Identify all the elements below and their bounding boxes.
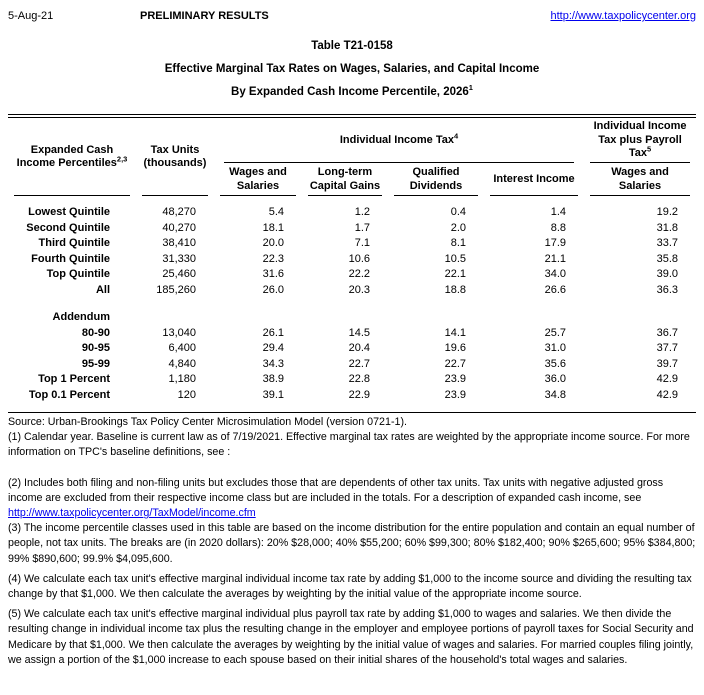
footnote-2 <box>8 476 696 522</box>
cell-ltcg: 10.6 <box>348 252 370 265</box>
header-line: Qualified <box>412 166 460 178</box>
cell-tax-units: 120 <box>177 388 196 401</box>
cell-wages: 26.0 <box>262 283 284 296</box>
footnote-1: (1) Calendar year. Baseline is current law as of 7/19/2021. Effective marginal tax rates are weighted by the appropriate income source. For more information on TPC's baseline definitions, see : <box>8 431 690 459</box>
cell-tax-units: 1,180 <box>168 373 196 385</box>
header-line: (thousands) <box>143 157 207 169</box>
cell-wages: 34.3 <box>262 357 284 370</box>
footnote-5: (5) We calculate each tax unit's effective marginal individual plus payroll tax rate by adding $1,000 to wages and salaries. We then divide the resulting change in individual income tax plus the resulting change in the employer and employee portions of payroll taxes for Social Security and Medicare by that $1,000. We then calculate the averages by weighting by the initial value of wages and salaries. For married couples filing jointly, we assign a portion of the $1,000 increase to each spouse based on their initial shares of the household's total wages and salaries. <box>8 608 694 666</box>
footnote-gap <box>8 461 696 476</box>
cell-ltcg: 7.1 <box>354 237 370 249</box>
group-header-text: Individual Income Tax <box>339 133 454 146</box>
header-underline <box>220 195 296 196</box>
table-row <box>8 388 696 404</box>
title-block <box>8 40 696 98</box>
cell-qdiv: 10.5 <box>444 252 466 265</box>
row-label: Top 1 Percent <box>38 373 110 385</box>
table-row <box>8 205 696 221</box>
cell-qdiv: 14.1 <box>444 326 466 339</box>
col-header-long-term-capital-gains <box>302 163 388 196</box>
addendum-label: Addendum <box>52 311 110 323</box>
header-line: Capital Gains <box>309 179 381 192</box>
table-row <box>8 236 696 252</box>
header-underline <box>490 195 578 196</box>
table-row <box>8 357 696 373</box>
cell-wages: 31.6 <box>262 268 284 280</box>
header-line: Salaries <box>236 179 280 192</box>
cell-ltcg: 22.9 <box>348 388 370 401</box>
header-line <box>584 144 696 161</box>
col-header-payroll-wages-salaries <box>584 163 696 196</box>
header-underline <box>14 195 130 196</box>
cell-iit-payroll: 39.7 <box>656 357 679 370</box>
table-row <box>8 221 696 237</box>
table-subtitle <box>8 83 696 98</box>
row-label: Fourth Quintile <box>31 252 110 265</box>
cell-ltcg: 14.5 <box>348 326 370 339</box>
cell-iit-payroll: 35.8 <box>656 252 679 265</box>
cell-iit-payroll: 19.2 <box>656 206 679 218</box>
header-underline <box>142 195 208 196</box>
cell-tax-units: 13,040 <box>162 326 196 339</box>
cell-tax-units: 6,400 <box>168 342 196 354</box>
page-top-bar <box>8 10 696 23</box>
cell-qdiv: 0.4 <box>450 206 466 218</box>
cell-interest: 34.8 <box>544 388 567 401</box>
row-label: All <box>95 283 110 296</box>
header-underline <box>590 195 690 196</box>
cell-tax-units: 4,840 <box>168 357 196 370</box>
header-line: Tax plus Payroll <box>598 133 682 146</box>
cell-interest: 36.0 <box>544 373 567 385</box>
table-row <box>8 283 696 299</box>
header-line: Interest Income <box>493 172 575 185</box>
cell-qdiv: 23.9 <box>444 373 466 385</box>
header-line-text: Income Percentiles <box>16 157 117 169</box>
table-row <box>8 326 696 342</box>
cell-tax-units: 25,460 <box>162 268 196 280</box>
table-subtitle-sup: 1 <box>468 83 473 93</box>
table-row <box>8 267 696 283</box>
cell-wages: 26.1 <box>262 326 284 339</box>
row-label: 95-99 <box>81 357 110 370</box>
spacer-row <box>8 298 696 310</box>
cell-tax-units: 185,260 <box>156 283 196 296</box>
cell-interest: 1.4 <box>550 206 567 218</box>
cell-wages: 20.0 <box>262 237 284 249</box>
header-line: Wages and <box>611 166 669 178</box>
date-label: 5-Aug-21 <box>8 10 54 22</box>
cell-ltcg: 22.2 <box>348 268 370 280</box>
cell-ltcg: 1.2 <box>354 206 370 218</box>
cell-interest: 21.1 <box>544 252 567 265</box>
header-line: Individual Income <box>593 120 687 133</box>
taxpolicycenter-link[interactable]: http://www.taxpolicycenter.org <box>550 10 696 22</box>
table-row <box>8 252 696 268</box>
table-body <box>8 196 696 412</box>
footnote-3: (3) The income percentile classes used in this table are based on the income distribution for the entire population and contain an equal number of people, not tax units. The breaks are (in 2020 dollars): 20% $28,000; 40% $55,200; 60% $99,300; 80% $182,400; 90% $265,600; 95% $384,800; 99% $890,600; 99.9% $4,095,600. <box>8 522 696 565</box>
cell-qdiv: 18.8 <box>444 283 466 296</box>
cell-ltcg: 22.8 <box>348 373 370 385</box>
footnote-2-text: (2) Includes both filing and non-filing units but excludes those that are dependents of other tax units. Tax units with negative adjusted gross income are excluded from their respective income class but are included in the totals. For a description of expanded cash income, see <box>8 476 664 504</box>
addendum-header-row <box>8 310 696 326</box>
income-definition-link[interactable]: http://www.taxpolicycenter.org/TaxModel/income.cfm <box>8 507 256 520</box>
footnotes <box>8 413 696 668</box>
header-line: Wages and <box>229 166 287 178</box>
cell-wages: 39.1 <box>262 388 284 401</box>
group-header-individual-income-tax <box>214 118 584 163</box>
cell-iit-payroll: 31.8 <box>656 221 679 234</box>
cell-iit-payroll: 37.7 <box>656 342 679 354</box>
cell-ltcg: 1.7 <box>354 221 370 234</box>
spacer-row <box>8 196 696 205</box>
cell-qdiv: 19.6 <box>444 342 466 354</box>
header-line-text: Tax <box>628 147 648 160</box>
header-line: Long-term <box>317 166 373 178</box>
cell-iit-payroll: 36.3 <box>656 283 679 296</box>
header-line: Tax Units <box>150 143 200 156</box>
cell-tax-units: 48,270 <box>162 206 196 218</box>
cell-interest: 25.7 <box>544 326 567 339</box>
cell-interest: 17.9 <box>544 237 567 249</box>
row-label: 80-90 <box>81 326 110 339</box>
tax-rate-table <box>8 118 696 412</box>
spacer-row <box>8 403 696 412</box>
header-line <box>8 154 136 171</box>
cell-qdiv: 22.7 <box>444 357 466 370</box>
header-line: Salaries <box>618 179 662 192</box>
cell-wages: 18.1 <box>262 221 284 234</box>
row-label: 90-95 <box>81 342 110 354</box>
cell-qdiv: 23.9 <box>444 388 466 401</box>
footnote-4: (4) We calculate each tax unit's effective marginal individual income tax rate by adding $1,000 to the income source and dividing the resulting tax change by that $1,000. We then calculate the averages by weighting by the initial value of the appropriate income source. <box>8 572 692 601</box>
cell-qdiv: 22.1 <box>444 268 466 280</box>
row-label: Top Quintile <box>46 268 110 280</box>
cell-tax-units: 31,330 <box>162 252 196 265</box>
header-underline <box>394 195 478 196</box>
footnote-ref-5: 5 <box>647 144 652 154</box>
header-underline <box>308 195 382 196</box>
source-note: Source: Urban-Brookings Tax Policy Center Microsimulation Model (version 0721-1). <box>8 416 407 428</box>
cell-iit-payroll: 33.7 <box>656 237 679 249</box>
cell-ltcg: 20.4 <box>348 342 370 354</box>
row-label: Third Quintile <box>38 237 110 249</box>
table-row <box>8 341 696 357</box>
table-header <box>8 118 696 196</box>
table-row <box>8 372 696 388</box>
cell-ltcg: 22.7 <box>348 357 370 370</box>
cell-interest: 8.8 <box>550 221 567 234</box>
cell-iit-payroll: 42.9 <box>656 388 679 401</box>
table-subtitle-text: By Expanded Cash Income Percentile, 2026 <box>231 86 469 98</box>
row-label: Top 0.1 Percent <box>28 388 110 401</box>
header-row-groups <box>8 118 696 163</box>
cell-qdiv: 8.1 <box>450 237 466 249</box>
cell-tax-units: 38,410 <box>162 237 196 249</box>
row-label: Lowest Quintile <box>28 206 110 218</box>
cell-wages: 22.3 <box>262 252 284 265</box>
cell-iit-payroll: 42.9 <box>656 373 679 385</box>
cell-iit-payroll: 36.7 <box>656 326 679 339</box>
cell-interest: 35.6 <box>544 357 567 370</box>
table-main-title: Effective Marginal Tax Rates on Wages, Salaries, and Capital Income <box>164 63 540 75</box>
col-header-interest-income <box>484 163 584 196</box>
row-label: Second Quintile <box>26 221 110 234</box>
header-line: Dividends <box>409 179 463 192</box>
cell-tax-units: 40,270 <box>162 221 196 234</box>
footnote-ref-23: 2,3 <box>116 154 128 164</box>
cell-wages: 5.4 <box>268 206 284 218</box>
cell-wages: 38.9 <box>262 373 284 385</box>
preliminary-results-label: PRELIMINARY RESULTS <box>140 10 269 22</box>
cell-interest: 34.0 <box>544 268 567 280</box>
col-header-tax-units <box>136 118 214 196</box>
cell-ltcg: 20.3 <box>348 283 370 296</box>
col-header-qualified-dividends <box>388 163 484 196</box>
cell-qdiv: 2.0 <box>450 221 466 234</box>
cell-wages: 29.4 <box>262 342 284 354</box>
cell-interest: 26.6 <box>544 283 567 296</box>
footnote-ref-4: 4 <box>453 131 459 141</box>
cell-interest: 31.0 <box>544 342 567 354</box>
header-line: Expanded Cash <box>30 143 114 156</box>
col-header-expanded-cash <box>8 118 136 196</box>
cell-iit-payroll: 39.0 <box>656 268 679 280</box>
group-header-iit-plus-payroll <box>584 118 696 163</box>
table-number-title: Table T21-0158 <box>311 40 393 52</box>
col-header-wages-salaries <box>214 163 302 196</box>
